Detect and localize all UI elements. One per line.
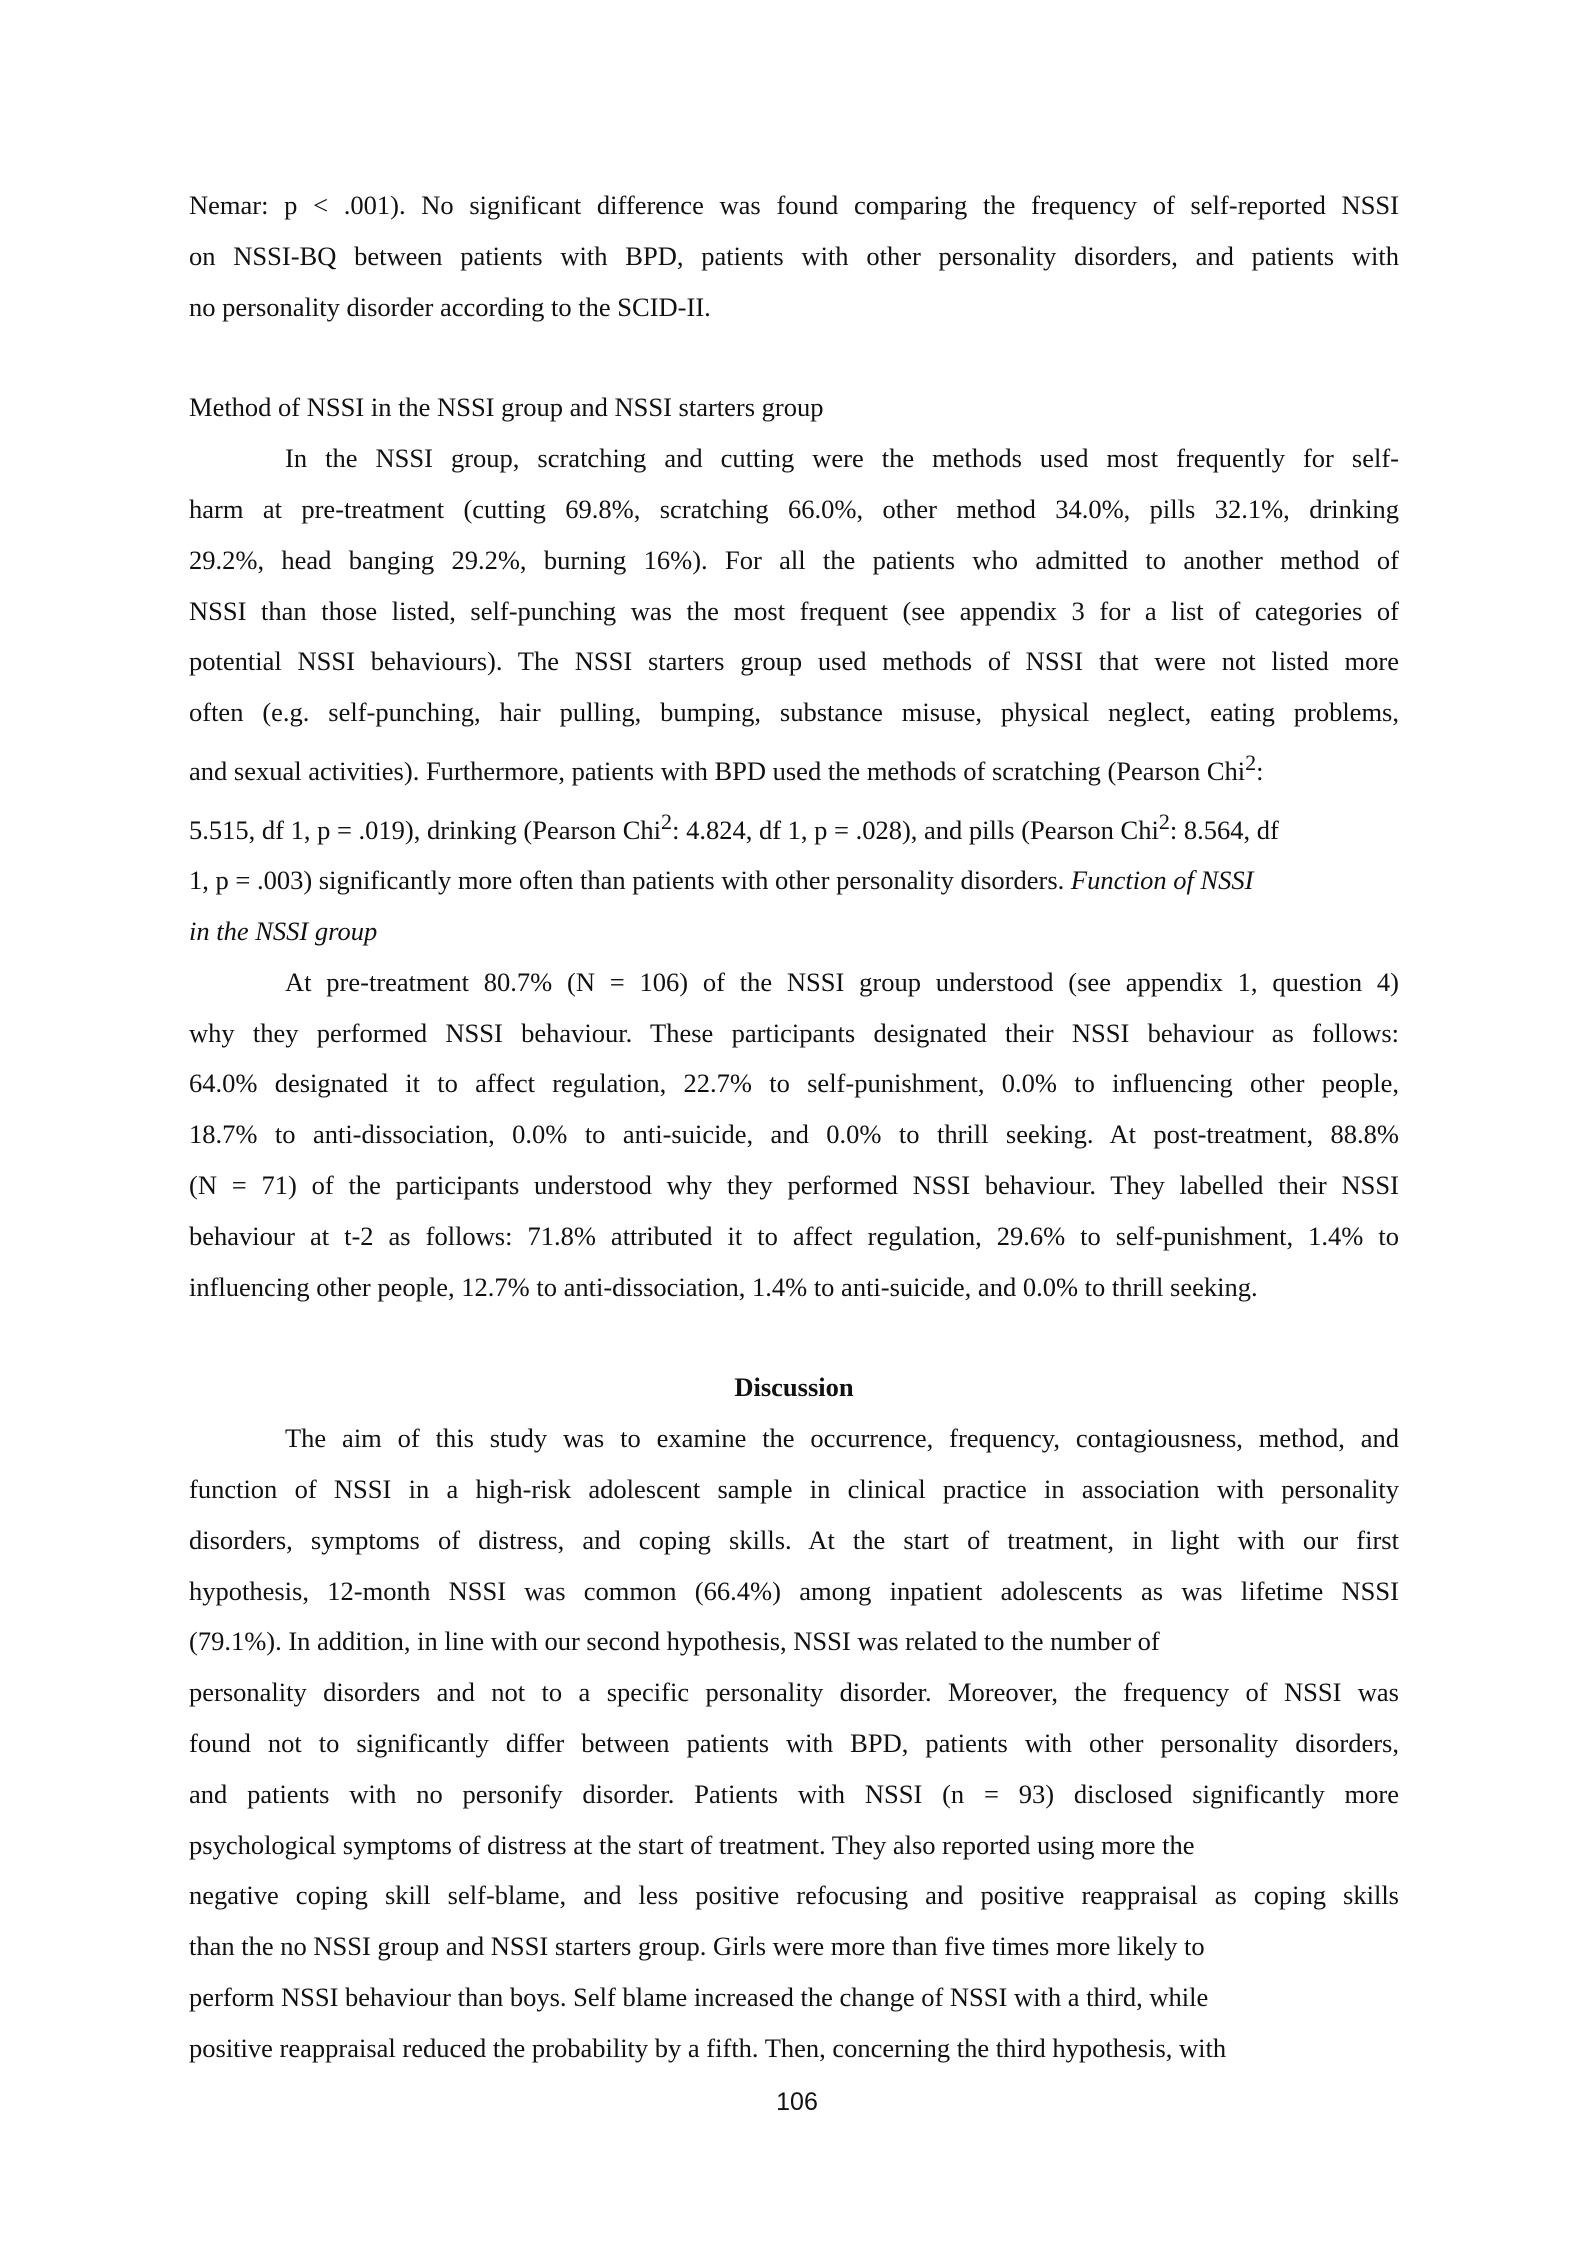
text-line: 29.2%, head banging 29.2%, burning 16%). For all the patients who admitted to another method of: [189, 544, 1399, 575]
section-subheading-method: Method of NSSI in the NSSI group and NSSI starters group: [189, 392, 824, 423]
text-line: negative coping skill self-blame, and less positive refocusing and positive reappraisal as coping skills: [189, 1880, 1399, 1911]
text-line: on NSSI-BQ between patients with BPD, patients with other personality disorders, and patients with: [189, 240, 1399, 271]
italic-subheading-function: in the NSSI group: [189, 916, 378, 947]
text-line: 18.7% to anti-dissociation, 0.0% to anti-suicide, and 0.0% to thrill seeking. At post-treatment, 88.8%: [189, 1119, 1399, 1150]
text-line: disorders, symptoms of distress, and coping skills. At the start of treatment, in light with our first: [189, 1524, 1399, 1555]
text-segment: : 4.824, df 1, p = .028), and pills (Pearson Chi: [672, 814, 1159, 845]
text-line: potential NSSI behaviours). The NSSI starters group used methods of NSSI that were not listed more: [189, 646, 1399, 677]
text-line: The aim of this study was to examine the occurrence, frequency, contagiousness, method, and: [285, 1423, 1399, 1454]
text-line: influencing other people, 12.7% to anti-dissociation, 1.4% to anti-suicide, and 0.0% to thrill seeking.: [189, 1271, 1258, 1302]
paragraph-function: [189, 957, 1399, 1313]
superscript: 2: [1245, 749, 1257, 775]
text-line: function of NSSI in a high-risk adolescent sample in clinical practice in association with personality: [189, 1473, 1399, 1504]
text-line: and patients with no personify disorder. Patients with NSSI (n = 93) disclosed significantly more: [189, 1778, 1399, 1809]
text-line: [189, 855, 1399, 906]
text-line: perform NSSI behaviour than boys. Self blame increased the change of NSSI with a third, while: [189, 1981, 1209, 2012]
text-line: behaviour at t-2 as follows: 71.8% attributed it to affect regulation, 29.6% to self-punishment, 1.4% to: [189, 1220, 1399, 1251]
paragraph-method: [189, 433, 1399, 957]
text-line: positive reappraisal reduced the probability by a fifth. Then, concerning the third hypothesis, with: [189, 2032, 1227, 2063]
text-line: [189, 738, 1399, 797]
italic-subheading-function: Function of NSSI: [1070, 865, 1254, 896]
text-line: (N = 71) of the participants understood why they performed NSSI behaviour. They labelled their NSSI: [189, 1170, 1399, 1200]
page-number: 106: [776, 2088, 818, 2116]
text-line: (79.1%). In addition, in line with our second hypothesis, NSSI was related to the number of: [189, 1626, 1160, 1657]
superscript: 2: [1158, 808, 1170, 834]
text-line: 64.0% designated it to affect regulation, 22.7% to self-punishment, 0.0% to influencing other people,: [189, 1068, 1399, 1099]
text-line: harm at pre-treatment (cutting 69.8%, scratching 66.0%, other method 34.0%, pills 32.1%, drinking: [189, 493, 1399, 524]
text-line: often (e.g. self-punching, hair pulling, bumping, substance misuse, physical neglect, eating problems,: [189, 697, 1399, 728]
text-segment: 5.515, df 1, p = .019), drinking (Pearson Chi: [189, 814, 662, 845]
text-segment: :: [1256, 755, 1264, 786]
text-segment: and sexual activities). Furthermore, patients with BPD used the methods of scratching (Pearson Chi: [189, 755, 1246, 786]
text-line: At pre-treatment 80.7% (N = 106) of the NSSI group understood (see appendix 1, question 4): [285, 966, 1399, 997]
text-line: Nemar: p < .001). No significant difference was found comparing the frequency of self-reported NSSI: [189, 190, 1399, 220]
page-body: [189, 180, 1399, 2074]
text-line: [189, 797, 1399, 856]
text-segment: 1, p = .003) significantly more often than patients with other personality disorders.: [189, 865, 1065, 896]
text-line: than the no NSSI group and NSSI starters group. Girls were more than five times more likely to: [189, 1931, 1205, 1962]
text-line: no personality disorder according to the SCID-II.: [189, 291, 711, 322]
text-line: NSSI than those listed, self-punching was the most frequent (see appendix 3 for a list of categories of: [189, 595, 1399, 626]
text-line: why they performed NSSI behaviour. These participants designated their NSSI behaviour as follows:: [189, 1017, 1399, 1048]
superscript: 2: [661, 808, 673, 834]
text-line: personality disorders and not to a specific personality disorder. Moreover, the frequency of NSSI was: [189, 1677, 1399, 1708]
paragraph-discussion: [189, 1413, 1399, 2073]
text-line: hypothesis, 12-month NSSI was common (66.4%) among inpatient adolescents as was lifetime NSSI: [189, 1575, 1399, 1606]
text-line: [189, 906, 1399, 957]
paragraph-mcnemar: [189, 180, 1399, 332]
section-heading-discussion: Discussion: [734, 1372, 854, 1403]
text-segment: : 8.564, df: [1169, 814, 1279, 845]
text-line: psychological symptoms of distress at the start of treatment. They also reported using more the: [189, 1829, 1195, 1860]
text-line: In the NSSI group, scratching and cutting were the methods used most frequently for self-: [285, 443, 1399, 474]
text-line: found not to significantly differ between patients with BPD, patients with other personality disorders,: [189, 1727, 1399, 1758]
